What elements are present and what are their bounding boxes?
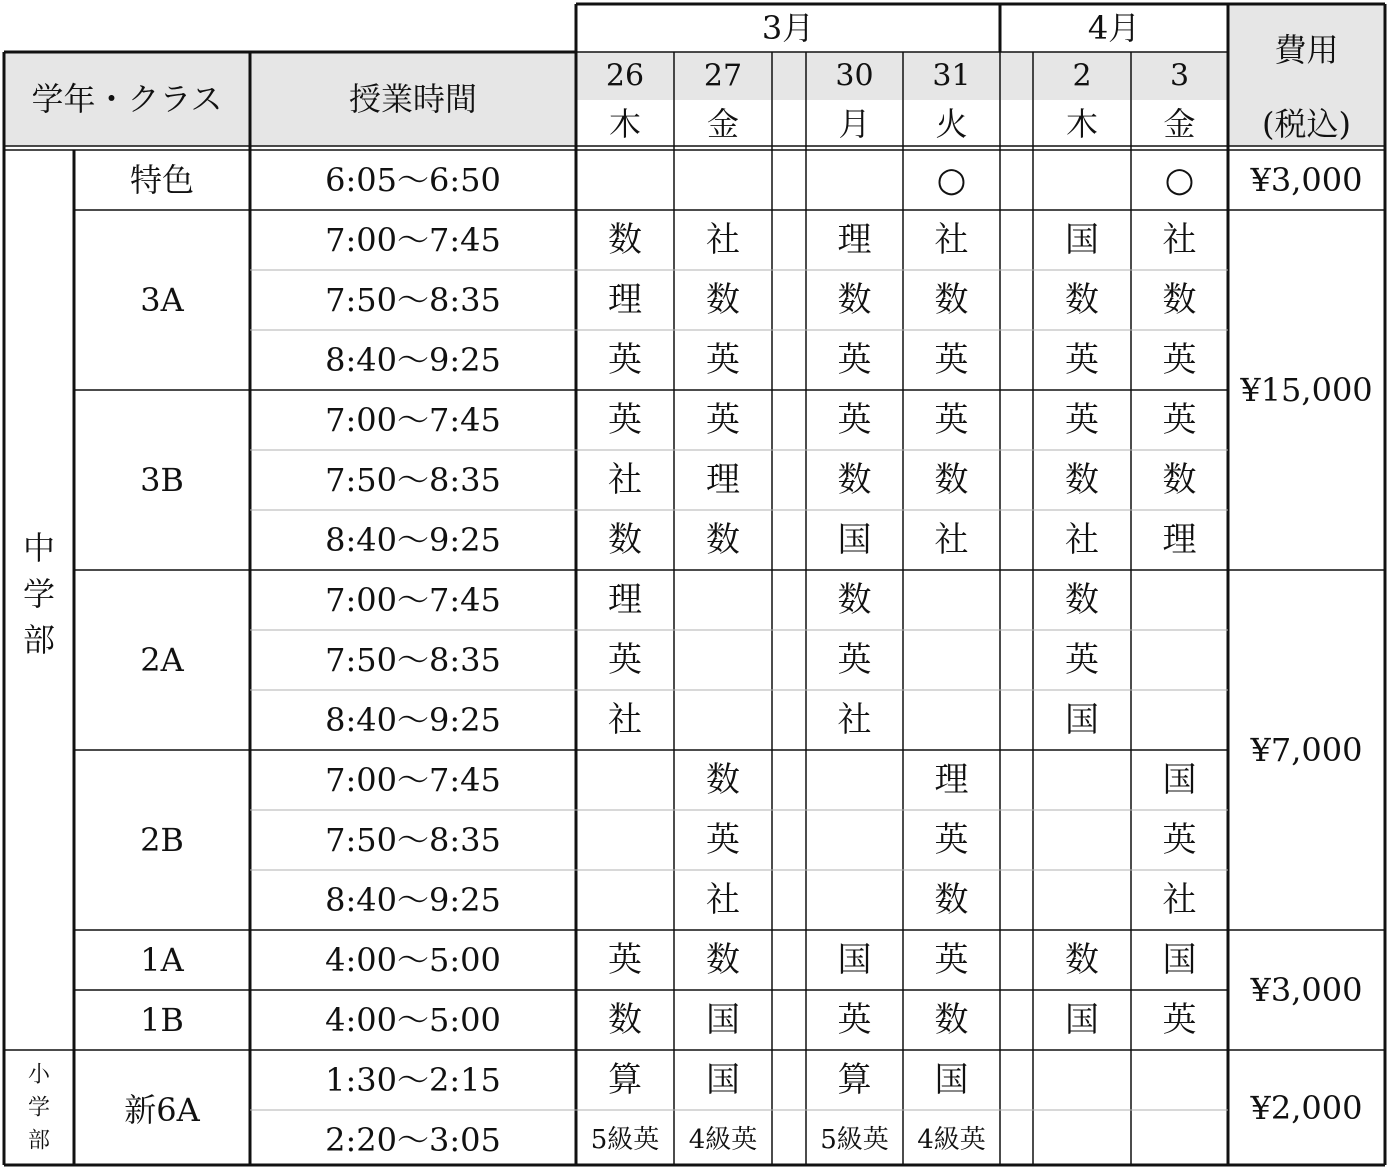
subject-cell: 社	[1162, 220, 1197, 260]
subject-cell: 国	[934, 1060, 969, 1100]
subject-cell: 国	[706, 1000, 740, 1040]
class-time: 2:20〜3:05	[325, 1121, 501, 1159]
subject-cell: 数	[608, 520, 642, 560]
class-time: 7:00〜7:45	[325, 221, 501, 259]
class-time: 7:50〜8:35	[325, 461, 501, 499]
subject-cell: 社	[1162, 880, 1197, 920]
class-time: 8:40〜9:25	[325, 881, 501, 919]
class-name: 特色	[129, 161, 195, 199]
subject-cell: 数	[608, 220, 642, 260]
subject-cell: 数	[934, 280, 969, 320]
class-time: 7:00〜7:45	[325, 761, 501, 799]
subject-cell: 国	[837, 520, 872, 560]
class-time: 7:50〜8:35	[325, 641, 501, 679]
subject-cell: 理	[608, 580, 642, 620]
subject-cell: 国	[706, 1060, 740, 1100]
class-time: 1:30〜2:15	[325, 1061, 501, 1099]
month-label-march: 3月	[761, 9, 815, 47]
subject-cell: 英	[934, 820, 969, 860]
subject-cell: 国	[1065, 1000, 1099, 1040]
class-time: 4:00〜5:00	[325, 941, 501, 979]
class-time: 7:00〜7:45	[325, 401, 501, 439]
subject-cell: 数	[1065, 460, 1099, 500]
subject-cell: 社	[934, 220, 969, 260]
subject-cell: 数	[706, 280, 740, 320]
subject-cell: 数	[1065, 580, 1099, 620]
subject-cell: 数	[934, 880, 969, 920]
class-name: 1A	[140, 941, 184, 979]
subject-cell: 社	[1065, 520, 1099, 560]
subject-cell: 英	[706, 340, 740, 380]
division-label-elementary: 学	[27, 1095, 51, 1121]
subject-cell: 英	[934, 340, 969, 380]
subject-cell: 英	[608, 640, 642, 680]
class-time: 7:50〜8:35	[325, 281, 501, 319]
subject-cell: 社	[706, 220, 740, 260]
date-number: 30	[835, 58, 874, 94]
subject-cell: 算	[608, 1060, 642, 1100]
subject-cell: 数	[1162, 460, 1197, 500]
subject-cell: 英	[608, 400, 642, 440]
class-time: 8:40〜9:25	[325, 341, 501, 379]
subject-cell: 理	[837, 220, 872, 260]
class-name: 2B	[140, 821, 184, 859]
date-number: 31	[932, 58, 971, 94]
subject-cell: 国	[1065, 700, 1099, 740]
class-time: 6:05〜6:50	[325, 161, 501, 199]
date-number: 27	[703, 58, 743, 94]
subject-cell: 理	[934, 760, 969, 800]
date-number: 2	[1072, 58, 1092, 94]
subject-cell: 数	[837, 280, 872, 320]
subject-cell: 数	[934, 1000, 969, 1040]
fee-value: ¥2,000	[1250, 1089, 1363, 1127]
fee-header-note: (税込)	[1262, 105, 1351, 143]
subject-cell: 理	[1162, 520, 1197, 560]
weekday-label: 木	[1065, 105, 1099, 143]
fee-value: ¥15,000	[1240, 371, 1373, 409]
class-name: 3B	[140, 461, 184, 499]
subject-cell: 数	[706, 760, 740, 800]
grade-class-header: 学年・クラス	[31, 80, 223, 118]
subject-cell: 英	[1065, 640, 1099, 680]
subject-cell: 5級英	[590, 1125, 660, 1155]
subject-cell: 英	[1162, 400, 1197, 440]
subject-cell: 英	[934, 940, 969, 980]
subject-cell: 4級英	[917, 1125, 986, 1155]
subject-cell: 数	[1065, 940, 1099, 980]
subject-cell: 国	[1162, 940, 1197, 980]
class-name: 新6A	[124, 1091, 200, 1129]
class-name: 1B	[140, 1001, 184, 1039]
fee-value: ¥7,000	[1250, 731, 1363, 769]
division-label-elementary: 部	[27, 1128, 51, 1154]
subject-cell: 国	[1065, 220, 1099, 260]
special-session-mark: ○	[936, 160, 967, 200]
weekday-label: 火	[935, 105, 968, 143]
subject-cell: 英	[837, 640, 872, 680]
subject-cell: 数	[706, 520, 740, 560]
subject-cell: 4級英	[688, 1125, 758, 1155]
time-header: 授業時間	[348, 80, 478, 118]
subject-cell: 英	[934, 400, 969, 440]
division-label-junior-high: 中	[22, 529, 56, 567]
subject-cell: 社	[608, 460, 642, 500]
subject-cell: 社	[706, 880, 740, 920]
subject-cell: 国	[837, 940, 872, 980]
class-name: 3A	[140, 281, 184, 319]
subject-cell: 英	[837, 1000, 872, 1040]
subject-cell: 英	[706, 400, 740, 440]
subject-cell: 数	[837, 580, 872, 620]
subject-cell: 数	[837, 460, 872, 500]
subject-cell: 数	[608, 1000, 642, 1040]
subject-cell: 5級英	[820, 1125, 889, 1155]
subject-cell: 国	[1162, 760, 1197, 800]
subject-cell: 算	[837, 1060, 872, 1100]
weekday-label: 金	[1163, 105, 1196, 143]
subject-cell: 英	[1162, 820, 1197, 860]
class-time: 7:50〜8:35	[325, 821, 501, 859]
subject-cell: 英	[1162, 340, 1197, 380]
class-time: 7:00〜7:45	[325, 581, 501, 619]
class-time: 8:40〜9:25	[325, 701, 501, 739]
subject-cell: 英	[837, 400, 872, 440]
subject-cell: 英	[837, 340, 872, 380]
subject-cell: 数	[1065, 280, 1099, 320]
class-name: 2A	[140, 641, 184, 679]
subject-cell: 社	[934, 520, 969, 560]
division-label-junior-high: 学	[22, 575, 56, 613]
subject-cell: 数	[1162, 280, 1197, 320]
fee-header: 費用	[1274, 31, 1339, 69]
month-label-april: 4月	[1087, 9, 1141, 47]
division-label-junior-high: 部	[22, 621, 56, 659]
fee-value: ¥3,000	[1250, 161, 1363, 199]
subject-cell: 英	[608, 940, 642, 980]
division-label-elementary: 小	[27, 1062, 51, 1088]
subject-cell: 社	[837, 700, 872, 740]
subject-cell: 理	[706, 460, 740, 500]
subject-cell: 英	[706, 820, 740, 860]
weekday-label: 木	[608, 105, 642, 143]
special-session-mark: ○	[1164, 160, 1195, 200]
subject-cell: 理	[608, 280, 642, 320]
subject-cell: 数	[934, 460, 969, 500]
class-time: 4:00〜5:00	[325, 1001, 501, 1039]
subject-cell: 英	[608, 340, 642, 380]
class-time: 8:40〜9:25	[325, 521, 501, 559]
date-number: 3	[1169, 58, 1190, 94]
subject-cell: 英	[1065, 340, 1099, 380]
subject-cell: 社	[608, 700, 642, 740]
fee-value: ¥3,000	[1250, 971, 1363, 1009]
date-number: 26	[605, 58, 645, 94]
weekday-label: 金	[706, 105, 740, 143]
weekday-label: 月	[838, 105, 871, 143]
subject-cell: 数	[706, 940, 740, 980]
subject-cell: 英	[1162, 1000, 1197, 1040]
subject-cell: 英	[1065, 400, 1099, 440]
